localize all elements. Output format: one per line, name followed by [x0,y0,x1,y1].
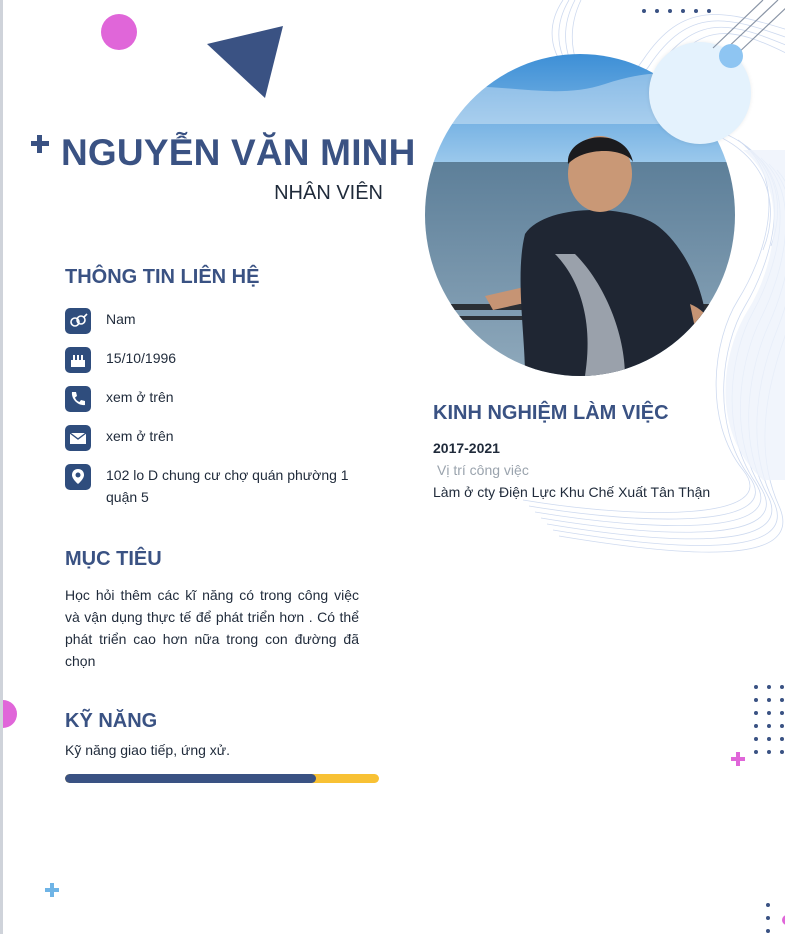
plus-icon-pink [731,752,745,766]
location-pin-icon [65,464,91,490]
contact-section-title: THÔNG TIN LIÊN HỆ [65,266,260,288]
phone-icon [65,386,91,412]
contact-item-email [65,425,365,451]
gender-icon [65,308,91,334]
experience-section-title: KINH NGHIỆM LÀM VIỆC [433,402,669,424]
birthday-cake-icon [65,347,91,373]
job-title: NHÂN VIÊN [274,182,383,204]
experience-period: 2017-2021 [433,440,500,456]
triangle-shape [203,24,287,100]
experience-description: Làm ở cty Điện Lực Khu Chế Xuất Tân Thận [433,484,711,500]
dots-decoration-bottom [763,900,785,934]
diagonal-lines [703,0,785,60]
objective-section-title: MỤC TIÊU [65,548,162,570]
skill-name: Kỹ năng giao tiếp, ứng xử. [65,742,231,758]
plus-icon-small [45,883,59,897]
contact-item-text: 15/10/1996 [106,350,177,366]
pink-circle [101,14,137,50]
experience-position: Vị trí công việc [437,462,529,478]
contact-item-address [65,464,365,508]
dots-decoration-grid [751,682,785,762]
contact-item-text: xem ở trên [106,389,174,405]
contact-item-text: 102 lo D chung cư chợ quán phường 1 quận 5 [106,467,349,505]
contact-item-phone [65,386,365,412]
contact-item-birthday [65,347,365,373]
contact-item-text: Nam [106,311,136,327]
email-icon [65,425,91,451]
full-name: NGUYỄN VĂN MINH [61,132,416,173]
skill-level-fill [65,774,316,783]
contact-item-text: xem ở trên [106,428,174,444]
objective-text: Học hỏi thêm các kĩ năng có trong công việc và vận dụng thực tế để phát triển hơn . Có thể phát triển cao hơn nữa trong con đường đã chọn [65,587,359,669]
contact-item-gender [65,308,365,334]
plus-icon [30,134,50,154]
skills-section-title: KỸ NĂNG [65,710,158,732]
small-blue-dot [719,44,743,68]
skill-level-bar [65,774,379,783]
